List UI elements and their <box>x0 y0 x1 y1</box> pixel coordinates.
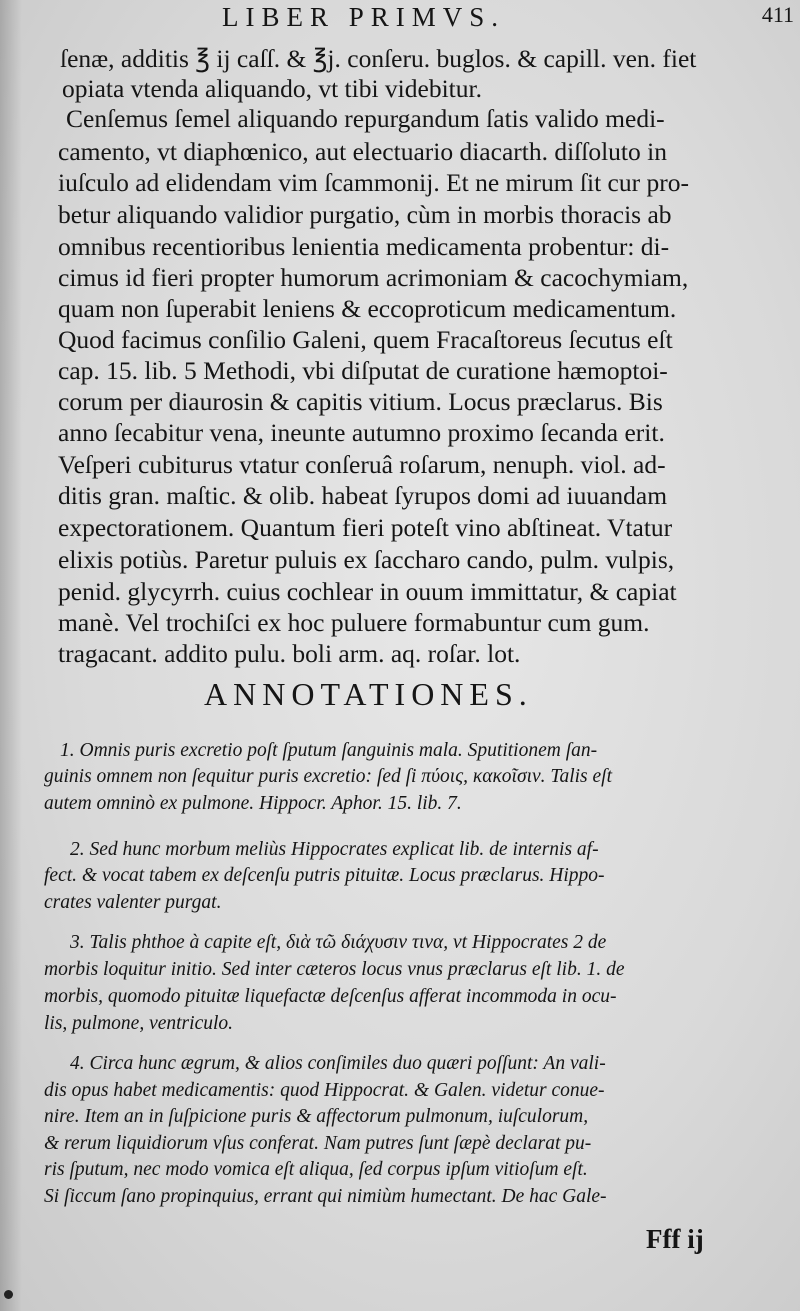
gutter-shadow <box>0 0 22 1311</box>
running-head: LIBER PRIMVS. <box>222 2 506 32</box>
text-line: penid. glycyrrh. cuius cochlear in ouum immittatur, & capiat <box>58 577 677 606</box>
annotation-line: 1. Omnis puris excretio poſt ſputum ſanguinis mala. Sputitionem ſan- <box>60 740 598 761</box>
text-line: corum per diaurosin & capitis vitium. Locus præclarus. Bis <box>58 387 663 416</box>
text-line: Quod facimus conſilio Galeni, quem Fracaſtoreus ſecutus eſt <box>58 325 673 354</box>
text-line: manè. Vel trochiſci ex hoc puluere formabuntur cum gum. <box>58 608 650 637</box>
signature-mark: Fff ij <box>646 1224 704 1254</box>
annotation-line: Si ſiccum ſano propinquius, errant qui nimiùm humectant. De hac Gale- <box>44 1186 607 1207</box>
text-line: anno ſecabitur vena, ineunte autumno proximo ſecanda erit. <box>58 418 665 447</box>
annotation-line: 3. Talis phthoe à capite eſt, διὰ τῶ διάχυσιν τινα, vt Hippocrates 2 de <box>70 932 607 953</box>
text-line: camento, vt diaphœnico, aut electuario diacarth. diſſoluto in <box>58 137 667 166</box>
text-line: cap. 15. lib. 5 Methodi, vbi diſputat de curatione hæmoptoi- <box>58 356 668 385</box>
annotation-line: nire. Item an in ſuſpicione puris & affectorum pulmonum, iuſculorum, <box>44 1106 589 1127</box>
annotation-line: morbis loquitur initio. Sed inter cæteros locus vnus præclarus eſt lib. 1. de <box>44 959 625 980</box>
annotation-line: morbis, quomodo pituitæ liquefactæ deſcenſus afferat incommoda in ocu- <box>44 986 617 1007</box>
text-line: ditis gran. maſtic. & olib. habeat ſyrupos domi ad iuuandam <box>58 481 668 510</box>
annotation-line: autem omninò ex pulmone. Hippocr. Aphor. 15. lib. 7. <box>44 793 462 814</box>
ink-spot <box>4 1290 13 1299</box>
annotation-line: lis, pulmone, ventriculo. <box>44 1013 234 1034</box>
annotation-line: & rerum liquidiorum vſus conferat. Nam putres ſunt ſæpè declarat pu- <box>44 1133 592 1154</box>
text-line: expectorationem. Quantum fieri poteſt vino abſtineat. Vtatur <box>58 513 673 542</box>
text-line: Veſperi cubiturus vtatur conſeruâ roſarum, nenuph. viol. ad- <box>58 450 666 479</box>
text-line: opiata vtenda aliquando, vt tibi videbitur. <box>62 74 482 103</box>
text-line: iuſculo ad elidendam vim ſcammonij. Et ne mirum ſit cur pro- <box>58 168 689 197</box>
annotation-line: crates valenter purgat. <box>44 892 222 913</box>
annotation-line: 2. Sed hunc morbum meliùs Hippocrates explicat lib. de internis af- <box>70 839 599 860</box>
text-line: quam non ſuperabit leniens & eccoproticum medicamentum. <box>58 294 677 323</box>
annotation-line: ris ſputum, nec modo vomica eſt aliqua, ſed corpus ipſum vitioſum eſt. <box>44 1159 588 1180</box>
text-line: betur aliquando validior purgatio, cùm in morbis thoracis ab <box>58 200 672 229</box>
text-line: Cenſemus ſemel aliquando repurgandum ſatis valido medi- <box>66 104 665 133</box>
text-line: tragacant. addito pulu. boli arm. aq. roſar. lot. <box>58 639 521 668</box>
annotation-line: dis opus habet medicamentis: quod Hippocrat. & Galen. videtur conue- <box>44 1080 605 1101</box>
text-line: omnibus recentioribus lenientia medicamenta probentur: di- <box>58 232 670 261</box>
text-line: elixis potiùs. Paretur puluis ex ſaccharo cando, pulm. vulpis, <box>58 545 675 574</box>
annotation-line: 4. Circa hunc ægrum, & alios conſimiles duo quæri poſſunt: An vali- <box>70 1053 606 1074</box>
text-line: ſenæ, additis ℥ ij caſſ. & ℥j. conſeru. buglos. & capill. ven. fiet <box>60 44 697 73</box>
annotation-line: guinis omnem non ſequitur puris excretio: ſed ſi πύοις, κακοῖσιν. Talis eſt <box>44 766 613 787</box>
annotation-line: fect. & vocat tabem ex deſcenſu putris pituitæ. Locus præclarus. Hippo- <box>44 865 605 886</box>
text-line: cimus id fieri propter humorum acrimoniam & cacochymiam, <box>58 263 689 292</box>
annotations-heading: ANNOTATIONES. <box>204 676 533 712</box>
page-number: 411 <box>761 2 794 27</box>
